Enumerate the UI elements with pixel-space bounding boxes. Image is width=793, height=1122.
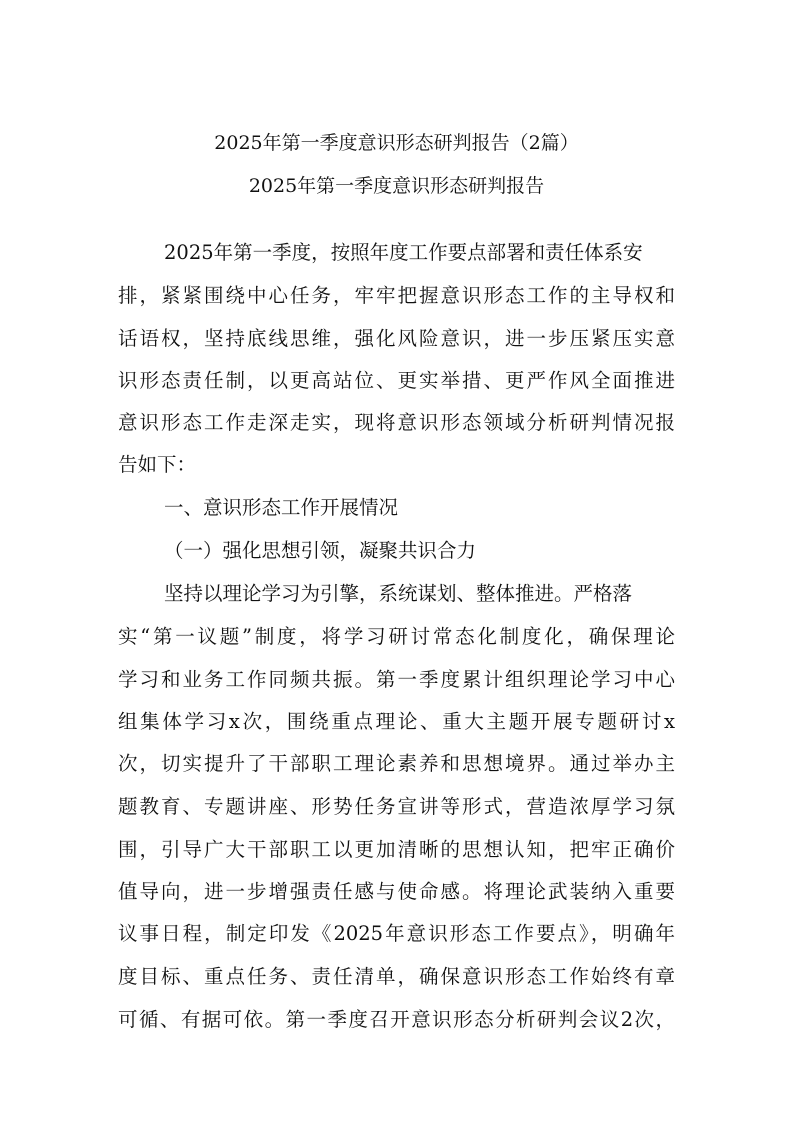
paragraph-line: 题教育、专题讲座、形势任务宣讲等形式，营造浓厚学习氛 (118, 795, 675, 818)
paragraph-line: 组集体学习x次，围绕重点理论、重大主题开展专题研讨x (118, 710, 675, 733)
paragraph-line: 坚持以理论学习为引擎，系统谋划、整体推进。严格落 (164, 582, 633, 605)
paragraph-line: 告如下： (118, 453, 197, 476)
paragraph-line: 2025年第一季度，按照年度工作要点部署和责任体系安 (164, 241, 643, 264)
paragraph-line: 值导向，进一步增强责任感与使命感。将理论武装纳入重要 (118, 880, 675, 903)
paragraph-line: 度目标、重点任务、责任清单，确保意识形态工作始终有章 (118, 965, 675, 988)
paragraph-line: 识形态责任制，以更高站位、更实举措、更严作风全面推进 (118, 369, 675, 392)
subsection-heading: （一）强化思想引领，凝聚共识合力 (164, 539, 477, 562)
paragraph-line: 次，切实提升了干部职工理论素养和思想境界。通过举办主 (118, 752, 675, 775)
paragraph-line: 排，紧紧围绕中心任务，牢牢把握意识形态工作的主导权和 (118, 284, 675, 307)
document-title: 2025年第一季度意识形态研判报告（2篇） (214, 132, 579, 154)
paragraph-line: 学习和业务工作同频共振。第一季度累计组织理论学习中心 (118, 668, 675, 691)
report-title: 2025年第一季度意识形态研判报告 (248, 175, 545, 197)
paragraph-line: 话语权，坚持底线思维，强化风险意识，进一步压紧压实意 (118, 327, 675, 350)
paragraph-line: 围，引导广大干部职工以更加清晰的思想认知，把牢正确价 (118, 838, 675, 861)
paragraph-line: 实“第一议题”制度，将学习研讨常态化制度化，确保理论 (118, 625, 675, 648)
paragraph-line: 意识形态工作走深走实，现将意识形态领域分析研判情况报 (118, 411, 675, 434)
paragraph-line: 可循、有据可依。第一季度召开意识形态分析研判会议2次， (118, 1008, 675, 1031)
paragraph-line: 议事日程，制定印发《2025年意识形态工作要点》，明确年 (118, 922, 675, 945)
section-heading: 一、意识形态工作开展情况 (164, 496, 399, 519)
